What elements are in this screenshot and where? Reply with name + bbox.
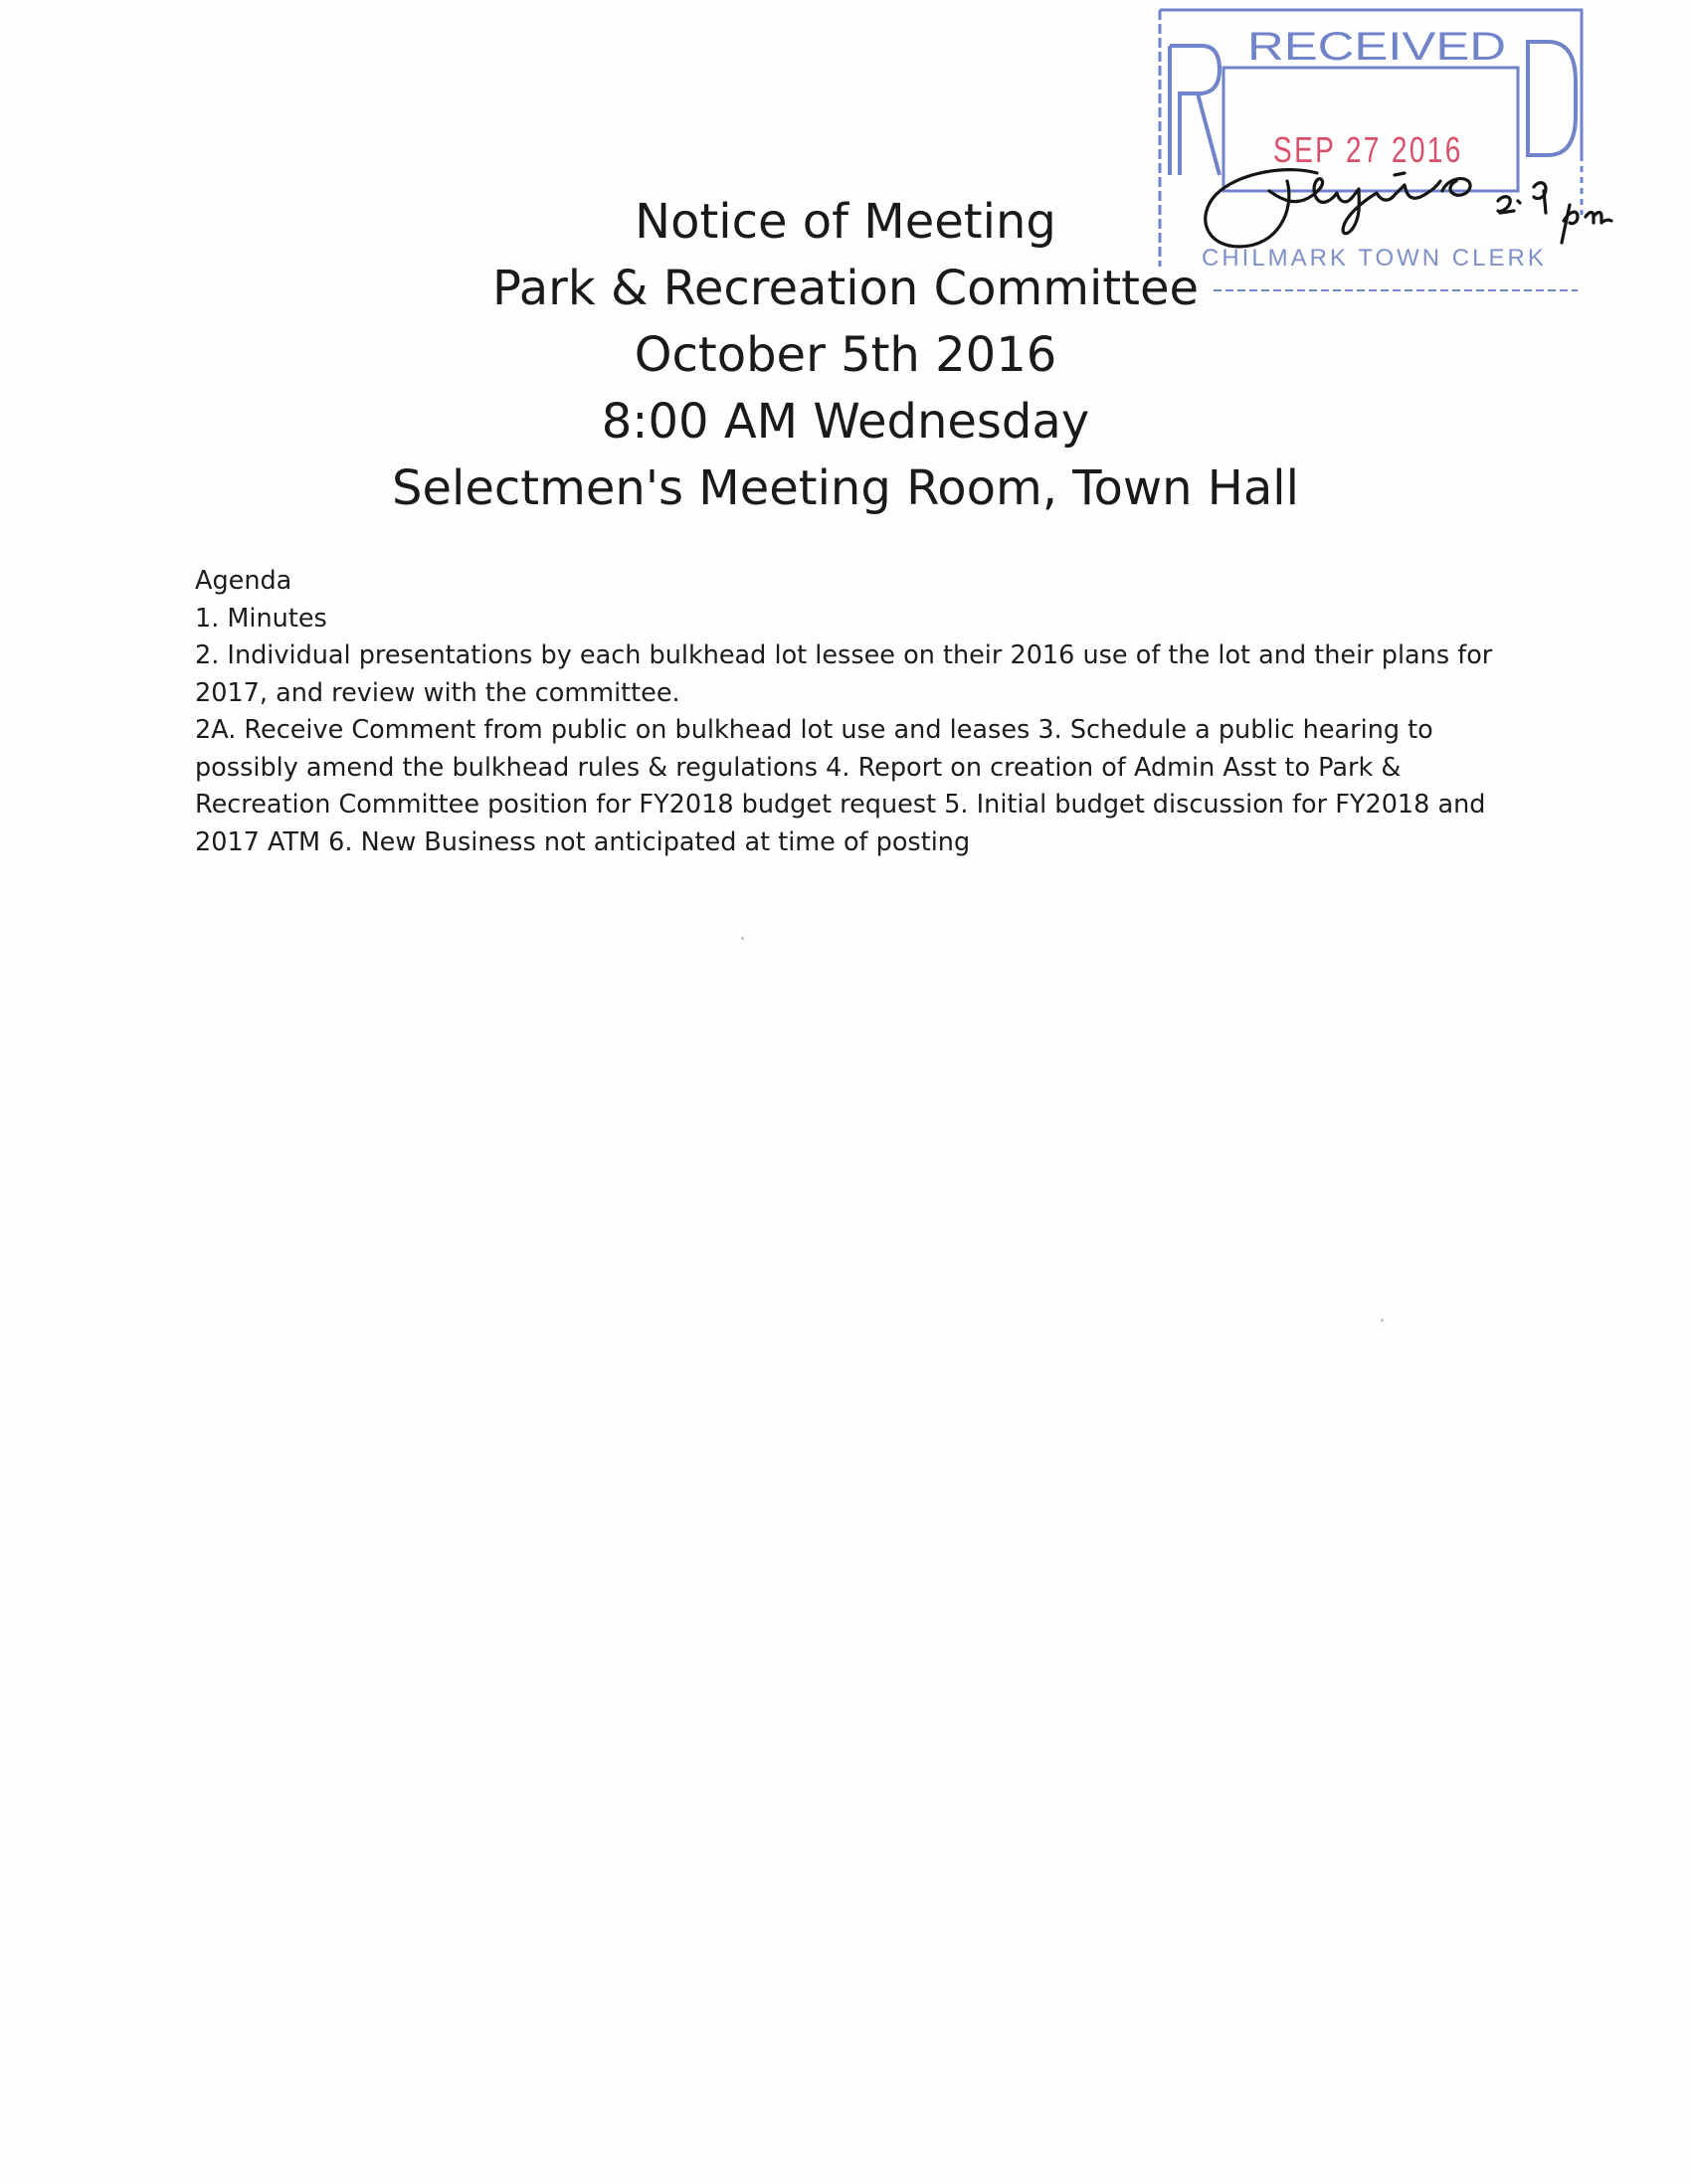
stamp-received-word: RECEIVED <box>1247 25 1506 69</box>
meeting-time: 8:00 AM Wednesday <box>601 394 1090 450</box>
notice-title: Notice of Meeting <box>635 194 1056 250</box>
scan-speck <box>1381 1319 1384 1322</box>
agenda-line: 2. Individual presentations by each bulkhead lot lessee on their 2016 use of the lot and their plans for <box>195 640 1493 670</box>
meeting-location: Selectmen's Meeting Room, Town Hall <box>392 460 1299 516</box>
scan-speck <box>741 937 744 940</box>
agenda-block <box>195 563 1493 861</box>
committee-name: Park & Recreation Committee <box>491 261 1200 316</box>
agenda-line: 2017 ATM 6. New Business not anticipated at time of posting <box>195 826 971 857</box>
stamp-office: CHILMARK TOWN CLERK <box>1202 245 1547 272</box>
agenda-line: 1. Minutes <box>195 603 327 634</box>
stamp-date: SEP 27 2016 <box>1273 129 1463 170</box>
meeting-date: October 5th 2016 <box>634 327 1057 383</box>
agenda-line: possibly amend the bulkhead rules & regulations 4. Report on creation of Admin Asst to Park & <box>195 752 1402 783</box>
agenda-line: 2017, and review with the committee. <box>195 677 680 708</box>
agenda-line: 2A. Receive Comment from public on bulkhead lot use and leases 3. Schedule a public hearing to <box>195 715 1433 745</box>
agenda-heading: Agenda <box>195 566 292 596</box>
agenda-line: Recreation Committee position for FY2018 budget request 5. Initial budget discussion for FY2018 and <box>195 790 1486 819</box>
handwritten-signature <box>1200 151 1637 280</box>
